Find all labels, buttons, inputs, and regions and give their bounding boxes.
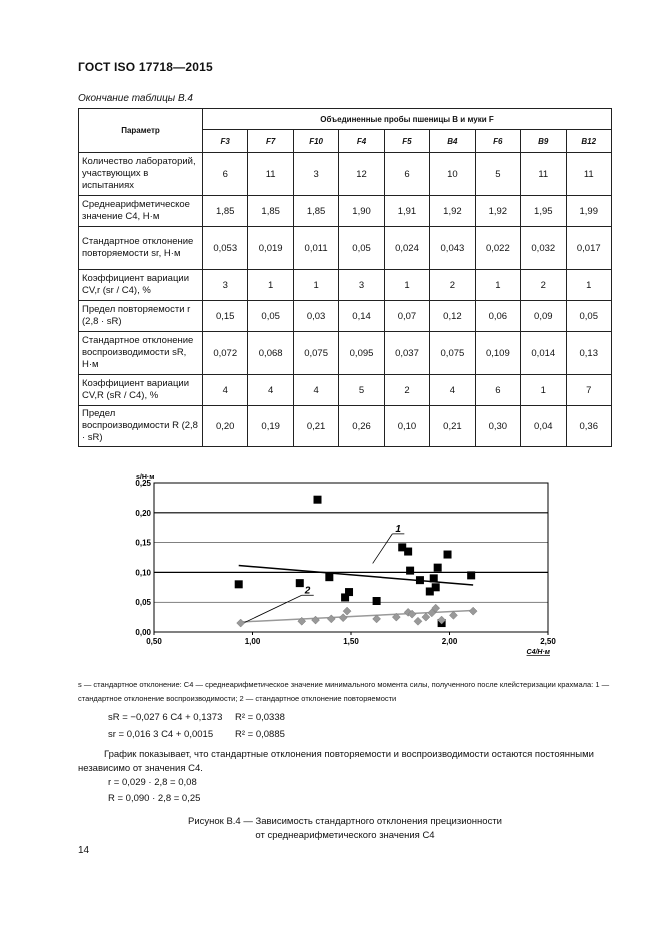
data-point-diamond bbox=[469, 607, 477, 615]
data-point-diamond bbox=[327, 615, 335, 623]
data-point-square bbox=[404, 548, 412, 556]
table-cell: 0,03 bbox=[293, 301, 338, 332]
table-cell: 0,05 bbox=[566, 301, 612, 332]
data-point-diamond bbox=[449, 611, 457, 619]
table-cell: 11 bbox=[566, 153, 612, 196]
data-point-square bbox=[434, 564, 442, 572]
table-cell: 0,053 bbox=[203, 227, 248, 270]
table-cell: 0,21 bbox=[430, 406, 475, 447]
table-cell: 1 bbox=[248, 270, 293, 301]
column-header: F7 bbox=[248, 130, 293, 153]
column-header: F5 bbox=[384, 130, 429, 153]
data-point-diamond bbox=[414, 617, 422, 625]
chart-marks bbox=[235, 496, 477, 627]
data-point-square bbox=[430, 574, 438, 582]
table-cell: 0,043 bbox=[430, 227, 475, 270]
table-cell: 2 bbox=[521, 270, 566, 301]
scatter-chart bbox=[112, 465, 562, 665]
table-cell: 0,20 bbox=[203, 406, 248, 447]
table-cell: 4 bbox=[248, 375, 293, 406]
table-cell: 2 bbox=[430, 270, 475, 301]
column-header: B12 bbox=[566, 130, 612, 153]
column-header: F10 bbox=[293, 130, 338, 153]
table-row bbox=[79, 153, 612, 196]
x-tick-label: 1,50 bbox=[343, 637, 359, 646]
x-tick-label: 1,00 bbox=[244, 637, 261, 646]
y-tick-label: 0,10 bbox=[135, 568, 151, 578]
column-header: B4 bbox=[430, 130, 475, 153]
figure-legend: s — стандартное отклонение: C4 — среднеарифметическое значение минимального момента силы, полученного после клейстеризации крахмала: 1 — стандартное отклонение воспроизводимости; 2 — стандартное отклонение повторяемости bbox=[78, 680, 610, 703]
table-cell: 6 bbox=[384, 153, 429, 196]
table-cell: 0,13 bbox=[566, 332, 612, 375]
column-header: F4 bbox=[339, 130, 384, 153]
data-point-square bbox=[406, 567, 414, 575]
y-tick-label: 0,15 bbox=[135, 538, 151, 548]
plot-frame bbox=[154, 483, 548, 632]
table-cell: 1,85 bbox=[293, 196, 338, 227]
table-cell: 0,05 bbox=[339, 227, 384, 270]
repeatability-calc: r = 0,029 · 2,8 = 0,08 bbox=[108, 777, 197, 788]
table-cell: 0,09 bbox=[521, 301, 566, 332]
x-tick-label: 2,50 bbox=[540, 637, 556, 646]
row-parameter-name: Стандартное отклонение повторяемости sr, Н·м bbox=[79, 227, 203, 270]
data-point-square bbox=[432, 583, 440, 591]
table-cell: 1,92 bbox=[430, 196, 475, 227]
table-cell: 6 bbox=[203, 153, 248, 196]
data-point-square bbox=[345, 588, 353, 596]
chart-grid bbox=[154, 483, 548, 632]
table-cell: 1,85 bbox=[203, 196, 248, 227]
table-cell: 1 bbox=[384, 270, 429, 301]
table-cell: 0,022 bbox=[475, 227, 520, 270]
y-tick-label: 0,00 bbox=[135, 628, 151, 637]
data-point-square bbox=[235, 580, 243, 588]
x-tick-label: 2,00 bbox=[441, 637, 458, 646]
table-cell: 4 bbox=[430, 375, 475, 406]
x-axis-label: C4/Н·м bbox=[526, 649, 550, 656]
annotation-pointer bbox=[245, 595, 302, 622]
table-cell: 2 bbox=[384, 375, 429, 406]
y-axis-label: s/Н·м bbox=[136, 474, 155, 481]
table-cell: 0,075 bbox=[430, 332, 475, 375]
data-point-diamond bbox=[422, 613, 430, 621]
row-parameter-name: Среднеарифметическое значение C4, Н·м bbox=[79, 196, 203, 227]
data-point-square bbox=[444, 551, 452, 559]
r-squared-sR: R² = 0,0338 bbox=[235, 712, 285, 723]
figure-caption-line-1: Рисунок В.4 — Зависимость стандартного отклонения прецизионности bbox=[187, 816, 502, 827]
table-cell: 4 bbox=[293, 375, 338, 406]
table-row bbox=[79, 270, 612, 301]
curve-label: 1 bbox=[395, 523, 401, 535]
table-cell: 1 bbox=[521, 375, 566, 406]
column-header: B9 bbox=[521, 130, 566, 153]
annotation-pointer bbox=[373, 534, 393, 564]
table-cell: 0,14 bbox=[339, 301, 384, 332]
row-parameter-name: Предел воспроизводимости R (2,8 · sR) bbox=[79, 406, 203, 447]
table-cell: 3 bbox=[293, 153, 338, 196]
table-row bbox=[79, 301, 612, 332]
table-cell: 0,024 bbox=[384, 227, 429, 270]
table-cell: 1 bbox=[293, 270, 338, 301]
row-parameter-name: Коэффициент вариации CV,R (sR / C4), % bbox=[79, 375, 203, 406]
table-cell: 0,019 bbox=[248, 227, 293, 270]
row-parameter-name: Предел повторяемости r (2,8 · sR) bbox=[79, 301, 203, 332]
y-tick-label: 0,25 bbox=[135, 479, 151, 488]
table-caption: Окончание таблицы В.4 bbox=[78, 93, 193, 104]
table-cell: 1 bbox=[566, 270, 612, 301]
y-tick-label: 0,05 bbox=[135, 598, 151, 608]
table-cell: 0,21 bbox=[293, 406, 338, 447]
data-point-square bbox=[325, 573, 333, 581]
table-cell: 1,85 bbox=[248, 196, 293, 227]
data-point-square bbox=[467, 571, 475, 579]
table-cell: 0,017 bbox=[566, 227, 612, 270]
table-cell: 12 bbox=[339, 153, 384, 196]
column-header: F6 bbox=[475, 130, 520, 153]
table-cell: 0,032 bbox=[521, 227, 566, 270]
table-cell: 3 bbox=[203, 270, 248, 301]
table-cell: 1,91 bbox=[384, 196, 429, 227]
table-cell: 0,037 bbox=[384, 332, 429, 375]
regression-equation-sR: sR = −0,027 6 C4 + 0,1373 bbox=[108, 712, 223, 723]
data-point-diamond bbox=[339, 614, 347, 622]
table-cell: 0,26 bbox=[339, 406, 384, 447]
table-cell: 0,072 bbox=[203, 332, 248, 375]
table-cell: 11 bbox=[521, 153, 566, 196]
table-cell: 0,014 bbox=[521, 332, 566, 375]
page-number: 14 bbox=[78, 845, 90, 856]
table-cell: 7 bbox=[566, 375, 612, 406]
table-cell: 3 bbox=[339, 270, 384, 301]
table-cell: 1,99 bbox=[566, 196, 612, 227]
table-cell: 0,075 bbox=[293, 332, 338, 375]
table-cell: 6 bbox=[475, 375, 520, 406]
table-cell: 0,30 bbox=[475, 406, 520, 447]
conclusion-paragraph: График показывает, что стандартные отклонения повторяемости и воспроизводимости остаются постоянными независимо от значения C4. bbox=[78, 749, 594, 774]
table-cell: 5 bbox=[339, 375, 384, 406]
parameters-table bbox=[78, 108, 612, 447]
table-cell: 11 bbox=[248, 153, 293, 196]
table-cell: 1 bbox=[475, 270, 520, 301]
table-cell: 0,011 bbox=[293, 227, 338, 270]
data-point-diamond bbox=[312, 616, 320, 624]
table-cell: 4 bbox=[203, 375, 248, 406]
table-row bbox=[79, 332, 612, 375]
curve-label: 2 bbox=[304, 585, 311, 597]
param-header: Параметр bbox=[79, 109, 203, 153]
data-point-square bbox=[373, 597, 381, 605]
y-tick-label: 0,20 bbox=[135, 508, 151, 518]
row-parameter-name: Количество лабораторий, участвующих в испытаниях bbox=[79, 153, 203, 196]
table-row bbox=[79, 406, 612, 447]
table-cell: 1,95 bbox=[521, 196, 566, 227]
table-cell: 0,15 bbox=[203, 301, 248, 332]
table-cell: 10 bbox=[430, 153, 475, 196]
table-cell: 0,04 bbox=[521, 406, 566, 447]
row-parameter-name: Коэффициент вариации CV,r (sr / C4), % bbox=[79, 270, 203, 301]
table-row bbox=[79, 227, 612, 270]
row-parameter-name: Стандартное отклонение воспроизводимости sR, Н·м bbox=[79, 332, 203, 375]
data-point-square bbox=[296, 579, 304, 587]
table-row bbox=[79, 375, 612, 406]
table-cell: 0,068 bbox=[248, 332, 293, 375]
table-cell: 0,07 bbox=[384, 301, 429, 332]
table-cell: 1,92 bbox=[475, 196, 520, 227]
data-point-square bbox=[416, 576, 424, 584]
table-cell: 1,90 bbox=[339, 196, 384, 227]
table-cell: 0,10 bbox=[384, 406, 429, 447]
table-cell: 0,095 bbox=[339, 332, 384, 375]
r-squared-sr: R² = 0,0885 bbox=[235, 729, 285, 740]
group-header: Объединенные пробы пшеницы B и муки F bbox=[203, 109, 612, 130]
table-cell: 0,12 bbox=[430, 301, 475, 332]
reproducibility-calc: R = 0,090 · 2,8 = 0,25 bbox=[108, 793, 201, 804]
data-point-square bbox=[314, 496, 322, 504]
data-point-diamond bbox=[343, 607, 351, 615]
x-tick-label: 0,50 bbox=[146, 637, 162, 646]
regression-equation-sr: sr = 0,016 3 C4 + 0,0015 bbox=[108, 729, 214, 740]
table-cell: 0,05 bbox=[248, 301, 293, 332]
table-cell: 0,19 bbox=[248, 406, 293, 447]
column-header: F3 bbox=[203, 130, 248, 153]
table-row bbox=[79, 196, 612, 227]
document-header: ГОСТ ISO 17718—2015 bbox=[78, 60, 213, 74]
figure-caption-line-2: от среднеарифметического значения C4 bbox=[255, 830, 435, 841]
table-cell: 5 bbox=[475, 153, 520, 196]
table-cell: 0,36 bbox=[566, 406, 612, 447]
data-point-diamond bbox=[237, 619, 245, 627]
chart-axes bbox=[135, 474, 556, 656]
table-cell: 0,06 bbox=[475, 301, 520, 332]
table-cell: 0,109 bbox=[475, 332, 520, 375]
figure-caption bbox=[78, 815, 612, 843]
